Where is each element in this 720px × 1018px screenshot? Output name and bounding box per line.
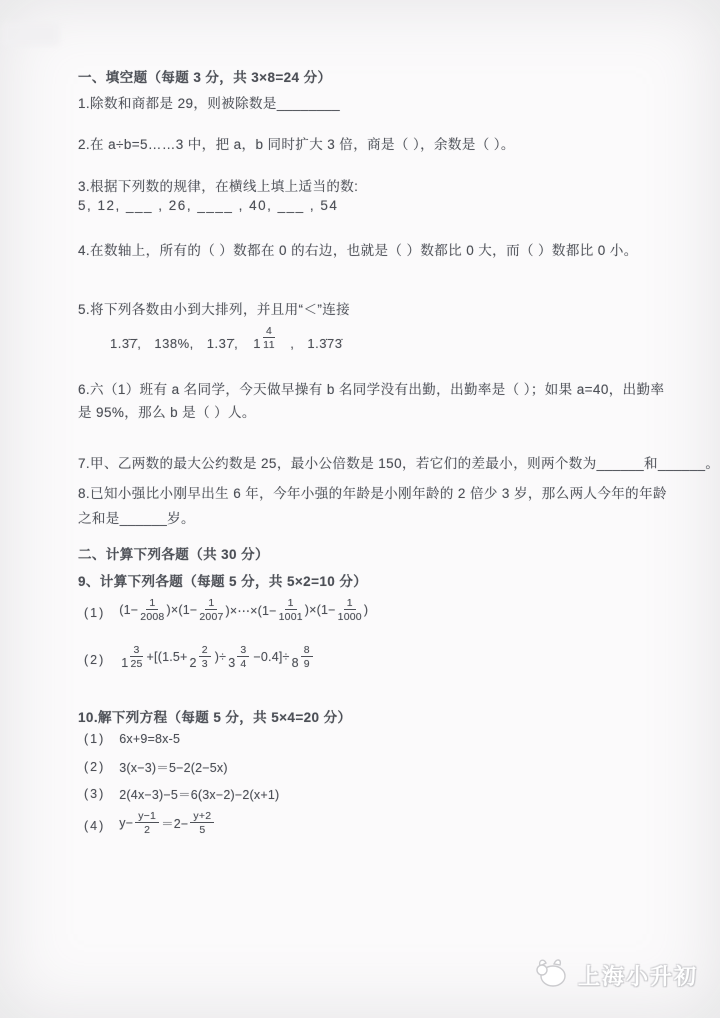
equation: 6x+9=8x-5	[119, 732, 181, 746]
formula	[119, 597, 368, 623]
mixed-number	[253, 325, 277, 351]
numerator: y+2	[190, 810, 214, 823]
item-label: (4)	[84, 819, 106, 834]
denominator: 1000	[337, 611, 362, 624]
mascot-icon	[534, 956, 570, 995]
fraction	[130, 644, 142, 670]
whole-part: 1	[253, 336, 261, 352]
formula-text: )×(1−	[166, 603, 198, 618]
numerator: 8	[301, 644, 313, 657]
question-10-item2	[84, 758, 228, 776]
numerator: 3	[130, 644, 142, 657]
number-value: 1.3̇7̇,	[110, 336, 142, 352]
denominator: 25	[130, 658, 143, 671]
item-label: (1)	[84, 606, 106, 621]
fraction	[135, 810, 159, 836]
top-left-watermark	[2, 22, 60, 46]
numerator: 1	[344, 597, 356, 610]
denominator: 2007	[199, 611, 224, 624]
whole-part: 3	[228, 655, 236, 670]
fraction	[199, 597, 223, 623]
question-10-title: 10.解下列方程（每题 5 分，共 5×4=20 分）	[78, 710, 352, 725]
formula-text: y−	[119, 816, 134, 831]
question-5-text: 5.将下列各数由小到大排列，并且用“＜”连接	[78, 302, 351, 317]
formula-text: )÷	[214, 650, 227, 665]
formula	[119, 810, 216, 836]
numerator: 1	[285, 597, 297, 610]
denominator: 2	[144, 824, 151, 837]
question-9-item1	[84, 597, 368, 623]
comma: ,	[290, 336, 295, 352]
number-value: 138%,	[154, 336, 194, 352]
formula-text: −0.4]÷	[253, 650, 290, 665]
question-1: 1.除数和商都是 29，则被除数是________	[78, 96, 341, 111]
formula-text: )×⋯×(1−	[225, 603, 277, 618]
question-9-title: 9、计算下列各题（每题 5 分，共 5×2=10 分）	[78, 574, 368, 589]
denominator: 5	[199, 824, 206, 837]
fraction	[301, 644, 313, 670]
question-3-sequence: 5, 12, ___ , 26, ____ , 40, ___ , 54	[78, 198, 339, 213]
question-8-line2: 之和是______岁。	[78, 511, 195, 526]
mixed-number	[292, 644, 315, 670]
question-6-line2: 是 95%，那么 b 是（ ）人。	[78, 405, 256, 420]
question-6-line1: 6.六（1）班有 a 名同学，今天做早操有 b 名同学没有出勤，出勤率是（ ）；如果 a=40，出勤率	[78, 382, 665, 397]
mixed-number	[121, 644, 144, 670]
denominator: 4	[240, 658, 247, 671]
equation: 2(4x−3)−5＝6(3x−2)−2(x+1)	[119, 788, 280, 802]
denominator: 11	[263, 339, 276, 352]
formula-text: ＝2−	[161, 817, 189, 832]
question-10-item3	[84, 785, 279, 803]
formula	[119, 644, 317, 670]
item-label: (2)	[84, 653, 106, 668]
item-label: (3)	[84, 787, 106, 801]
question-5-numbers	[110, 325, 355, 351]
question-4: 4.在数轴上，所有的（ ）数都在 0 的右边，也就是（ ）数都比 0 大，而（ ）数都比 0 小。	[78, 243, 638, 258]
number-value: 1.37̇,	[206, 336, 239, 352]
numerator: 1	[205, 597, 217, 610]
question-2: 2.在 a÷b=5……3 中，把 a，b 同时扩大 3 倍，商是（ ），余数是（ ）。	[78, 137, 515, 152]
question-9-item2	[84, 644, 317, 670]
whole-part: 1	[121, 655, 129, 670]
numerator: y−1	[135, 810, 159, 823]
section2-title: 二、计算下列各题（共 30 分）	[78, 547, 269, 562]
question-10-item1	[84, 732, 180, 746]
number-value: 1.3̇73̇	[307, 336, 343, 352]
brand-watermark	[534, 956, 698, 995]
formula-text: )×(1−	[304, 603, 336, 618]
question-10-item4	[84, 810, 216, 836]
item-label: (2)	[84, 760, 106, 774]
formula-text: )	[363, 603, 369, 618]
numerator: 1	[146, 597, 158, 610]
item-label: (1)	[84, 732, 106, 746]
numerator: 3	[237, 644, 249, 657]
question-3-text: 3.根据下列数的规律，在横线上填上适当的数:	[78, 179, 359, 194]
numerator: 4	[263, 325, 275, 338]
fraction	[263, 325, 275, 351]
brand-watermark-text: 上海小升初	[577, 964, 698, 989]
question-7: 7.甲、乙两数的最大公约数是 25，最小公倍数是 150，若它们的差最小，则两个数为______和______。	[78, 456, 720, 471]
question-8-line1: 8.已知小强比小刚早出生 6 年，今年小强的年龄是小刚年龄的 2 倍少 3 岁，那么两人今年的年龄	[78, 486, 667, 501]
fraction	[338, 597, 362, 623]
equation: 3(x−3)＝5−2(2−5x)	[119, 761, 228, 775]
whole-part: 8	[291, 655, 299, 670]
section1-title: 一、填空题（每题 3 分，共 3×8=24 分）	[78, 70, 332, 85]
fraction	[199, 644, 211, 670]
fraction	[140, 597, 164, 623]
denominator: 1001	[278, 611, 303, 624]
fraction	[237, 644, 249, 670]
fraction	[279, 597, 303, 623]
denominator: 9	[303, 658, 310, 671]
whole-part: 2	[189, 655, 197, 670]
fraction	[190, 810, 214, 836]
formula-text: (1−	[119, 603, 139, 618]
denominator: 3	[201, 658, 208, 671]
mixed-number	[190, 644, 213, 670]
denominator: 2008	[140, 611, 165, 624]
formula-text: +[(1.5+	[146, 650, 188, 665]
mixed-number	[228, 644, 251, 670]
numerator: 2	[199, 644, 211, 657]
